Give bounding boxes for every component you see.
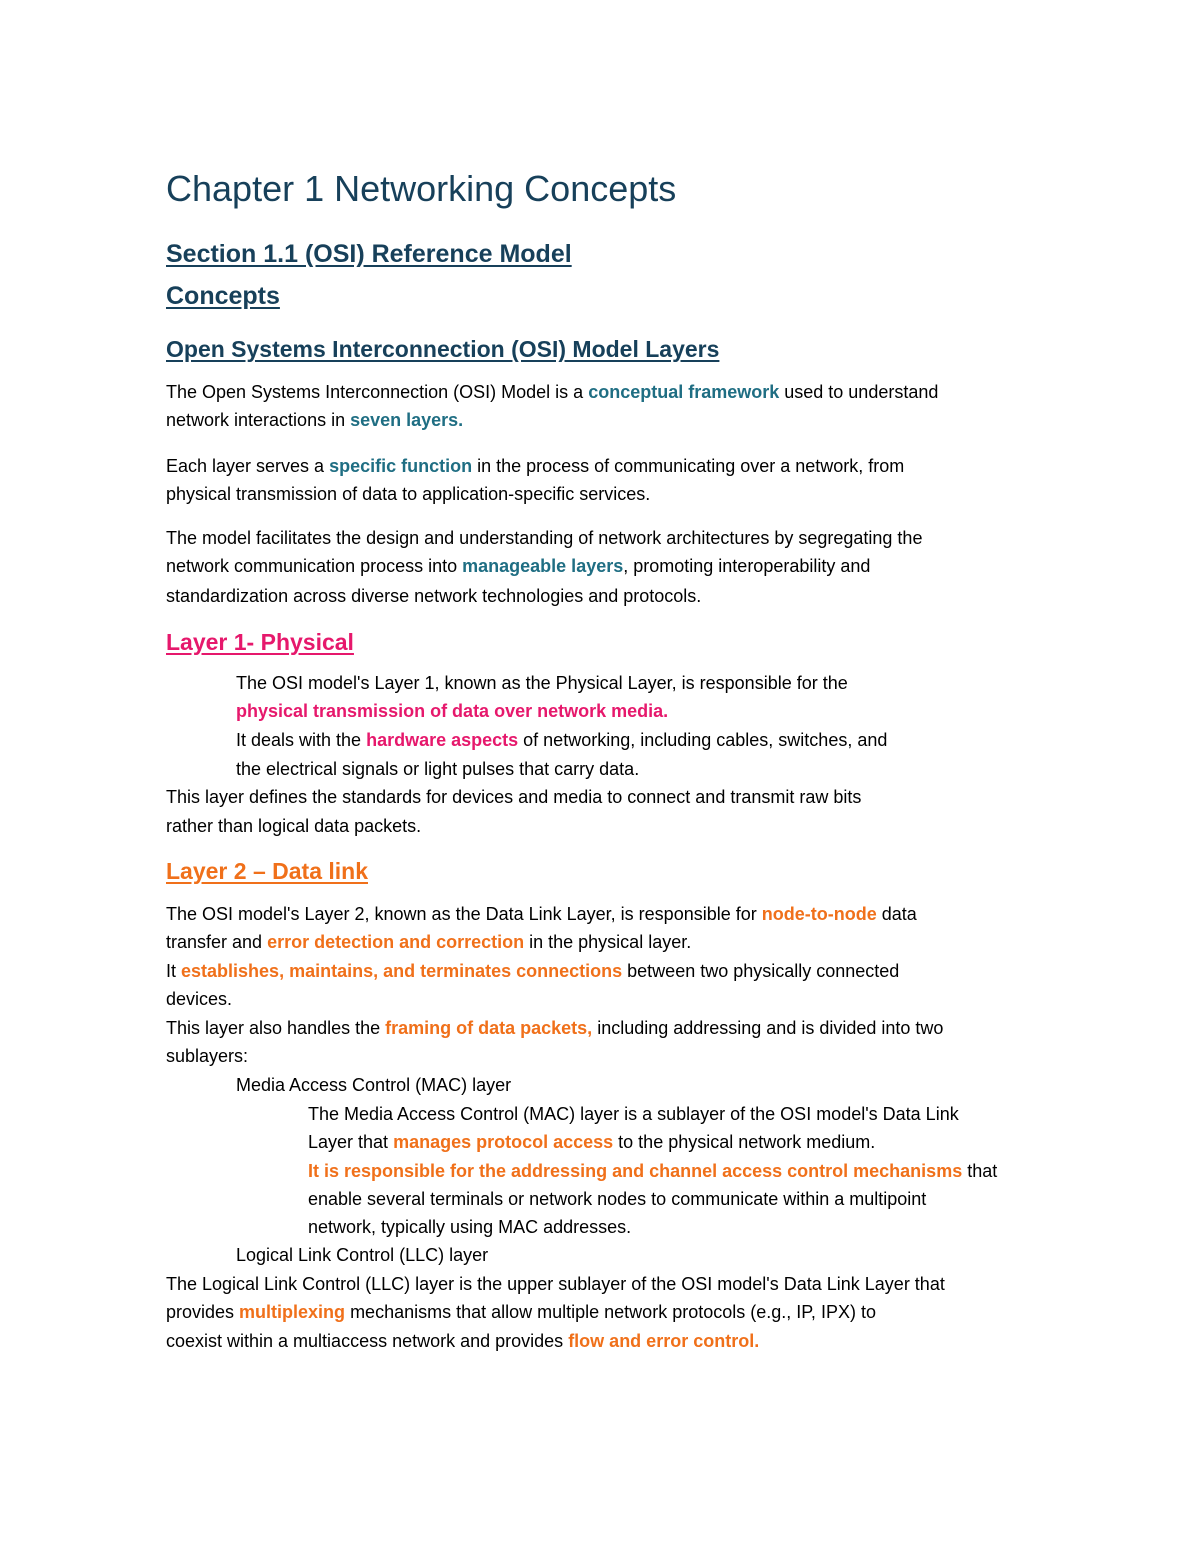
- layer1-line4: the electrical signals or light pulses that carry data.: [236, 759, 640, 779]
- mac-line3: [308, 1160, 997, 1182]
- text-span: between two physically connected: [622, 961, 900, 981]
- layer1-line5: This layer defines the standards for devices and media to connect and transmit raw bits: [166, 787, 862, 807]
- highlight-conceptual-framework: conceptual framework: [588, 382, 780, 402]
- osi-model-heading: Open Systems Interconnection (OSI) Model Layers: [166, 336, 720, 362]
- highlight-framing: framing of data packets,: [385, 1018, 593, 1038]
- mac-line2: [308, 1131, 875, 1153]
- mac-line1: The Media Access Control (MAC) layer is a sublayer of the OSI model's Data Link: [308, 1104, 959, 1124]
- highlight-manages-protocol-access: manages protocol access: [393, 1132, 614, 1152]
- text-span: including addressing and is divided into two: [592, 1018, 944, 1038]
- text-span: It deals with the: [236, 730, 367, 750]
- intro-p3-line1: The model facilitates the design and understanding of network architectures by segregating the: [166, 528, 923, 548]
- text-span: in the physical layer.: [524, 932, 692, 952]
- text-span: used to understand: [779, 382, 939, 402]
- text-span: transfer and: [166, 932, 268, 952]
- intro-p3-line3: standardization across diverse network technologies and protocols.: [166, 586, 702, 606]
- text-span: network interactions in: [166, 410, 351, 430]
- highlight-seven-layers: seven layers.: [350, 410, 464, 430]
- text-span: mechanisms that allow multiple network protocols (e.g., IP, IPX) to: [345, 1302, 876, 1322]
- llc-line2: [166, 1301, 876, 1323]
- text-span: Layer that: [308, 1132, 394, 1152]
- layer1-line2: physical transmission of data over network media.: [236, 701, 669, 721]
- intro-p2-line2: physical transmission of data to application-specific services.: [166, 484, 651, 504]
- highlight-addressing-channel-access: It is responsible for the addressing and channel access control mechanisms: [308, 1161, 963, 1181]
- text-span: The OSI model's Layer 2, known as the Data Link Layer, is responsible for: [166, 904, 762, 924]
- mac-title: Media Access Control (MAC) layer: [236, 1075, 512, 1095]
- llc-line3: [166, 1330, 759, 1352]
- layer2-line2: [166, 931, 691, 953]
- highlight-manageable-layers: manageable layers: [462, 556, 624, 576]
- layer1-line3: [236, 729, 887, 751]
- layer2-line6: sublayers:: [166, 1046, 249, 1066]
- layer2-heading: Layer 2 – Data link: [166, 858, 368, 884]
- intro-p2-line1: [166, 455, 904, 477]
- highlight-hardware-aspects: hardware aspects: [366, 730, 519, 750]
- intro-p1-line1: [166, 381, 938, 403]
- highlight-multiplexing: multiplexing: [239, 1302, 346, 1322]
- text-span: network communication process into: [166, 556, 463, 576]
- text-span: that: [962, 1161, 998, 1181]
- layer2-line5: [166, 1017, 943, 1039]
- section-title-line1: Section 1.1 (OSI) Reference Model: [166, 240, 572, 268]
- highlight-error-detection: error detection and correction: [267, 932, 525, 952]
- text-span: The Open Systems Interconnection (OSI) Model is a: [166, 382, 589, 402]
- text-span: , promoting interoperability and: [623, 556, 871, 576]
- text-span: in the process of communicating over a network, from: [472, 456, 905, 476]
- intro-p1-line2: [166, 409, 463, 431]
- text-span: Each layer serves a: [166, 456, 330, 476]
- text-span: coexist within a multiaccess network and provides: [166, 1331, 569, 1351]
- layer1-line6: rather than logical data packets.: [166, 816, 422, 836]
- mac-line5: network, typically using MAC addresses.: [308, 1217, 632, 1237]
- mac-line4: enable several terminals or network nodes to communicate within a multipoint: [308, 1189, 927, 1209]
- layer2-line4: devices.: [166, 989, 233, 1009]
- section-title-line2: Concepts: [166, 282, 280, 310]
- llc-title: Logical Link Control (LLC) layer: [236, 1245, 489, 1265]
- highlight-flow-error-control: flow and error control.: [568, 1331, 760, 1351]
- llc-line1: The Logical Link Control (LLC) layer is the upper sublayer of the OSI model's Data Link Layer that: [166, 1274, 945, 1294]
- text-span: provides: [166, 1302, 240, 1322]
- text-span: It: [166, 961, 182, 981]
- text-span: of networking, including cables, switches, and: [518, 730, 888, 750]
- text-span: to the physical network medium.: [613, 1132, 876, 1152]
- intro-p3-line2: [166, 555, 870, 577]
- layer2-line3: [166, 960, 899, 982]
- text-span: data: [876, 904, 917, 924]
- layer1-heading: Layer 1- Physical: [166, 629, 354, 655]
- text-span: This layer also handles the: [166, 1018, 386, 1038]
- layer1-line1: The OSI model's Layer 1, known as the Physical Layer, is responsible for the: [236, 673, 848, 693]
- highlight-node-to-node: node-to-node: [761, 904, 877, 924]
- highlight-establishes-connections: establishes, maintains, and terminates connections: [181, 961, 623, 981]
- layer2-line1: [166, 903, 917, 925]
- chapter-title: Chapter 1 Networking Concepts: [166, 168, 677, 209]
- highlight-specific-function: specific function: [329, 456, 473, 476]
